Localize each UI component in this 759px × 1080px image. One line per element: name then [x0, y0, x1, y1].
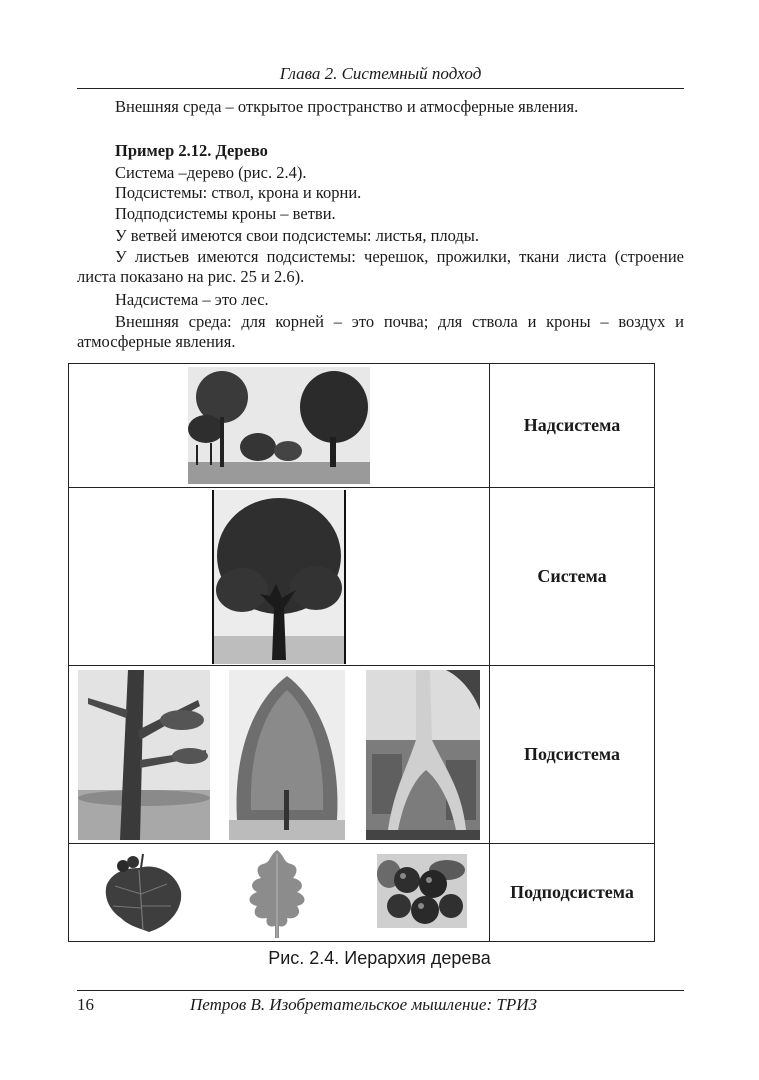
leaves-paragraph: У листьев имеются подсистемы: черешок, прожилки, ткани листа (строение листа показано на рис. 25 и 2.6). [77, 247, 684, 286]
apples-illustration [377, 854, 467, 928]
environment-paragraph: Внешняя среда: для корней – это почва; для ствола и кроны – воздух и атмосферные явления. [77, 312, 684, 351]
system-label: Система [490, 488, 655, 666]
page-number: 16 [77, 995, 94, 1014]
intro-line: Внешняя среда – открытое пространство и атмосферные явления. [115, 97, 579, 116]
roots-illustration [366, 670, 480, 840]
subsystem-images-cell [69, 666, 490, 844]
book-title-footer: Петров В. Изобретательское мышление: ТРИЗ [190, 995, 537, 1014]
subsubsystem-label: Подподсистема [490, 844, 655, 942]
tree-image-cell [69, 488, 490, 666]
tree-illustration [212, 490, 346, 664]
leaf-with-berries-illustration [99, 854, 185, 936]
running-header: Глава 2. Системный подход [279, 64, 482, 83]
subsystem-label: Подсистема [490, 666, 655, 844]
header-rule [77, 88, 684, 89]
forest-illustration [188, 367, 370, 484]
trunk-illustration [78, 670, 210, 840]
branches-line: У ветвей имеются свои подсистемы: листья, плоды. [115, 226, 480, 245]
oak-leaf-illustration [243, 848, 311, 940]
supersystem-line: Надсистема – это лес. [115, 290, 269, 309]
subsubsystems-line: Подподсистемы кроны – ветви. [115, 204, 336, 223]
figure-caption: Рис. 2.4. Иерархия дерева [268, 948, 491, 968]
subsystems-line: Подсистемы: ствол, крона и корни. [115, 183, 362, 202]
example-title: Пример 2.12. Дерево [115, 141, 268, 160]
system-line: Система –дерево (рис. 2.4). [115, 163, 307, 182]
crown-illustration [229, 670, 345, 840]
footer-rule [77, 990, 684, 991]
hierarchy-figure [68, 363, 655, 942]
subsubsystem-images-cell [69, 844, 490, 942]
forest-image-cell [69, 364, 490, 488]
supersystem-label: Надсистема [490, 364, 655, 488]
